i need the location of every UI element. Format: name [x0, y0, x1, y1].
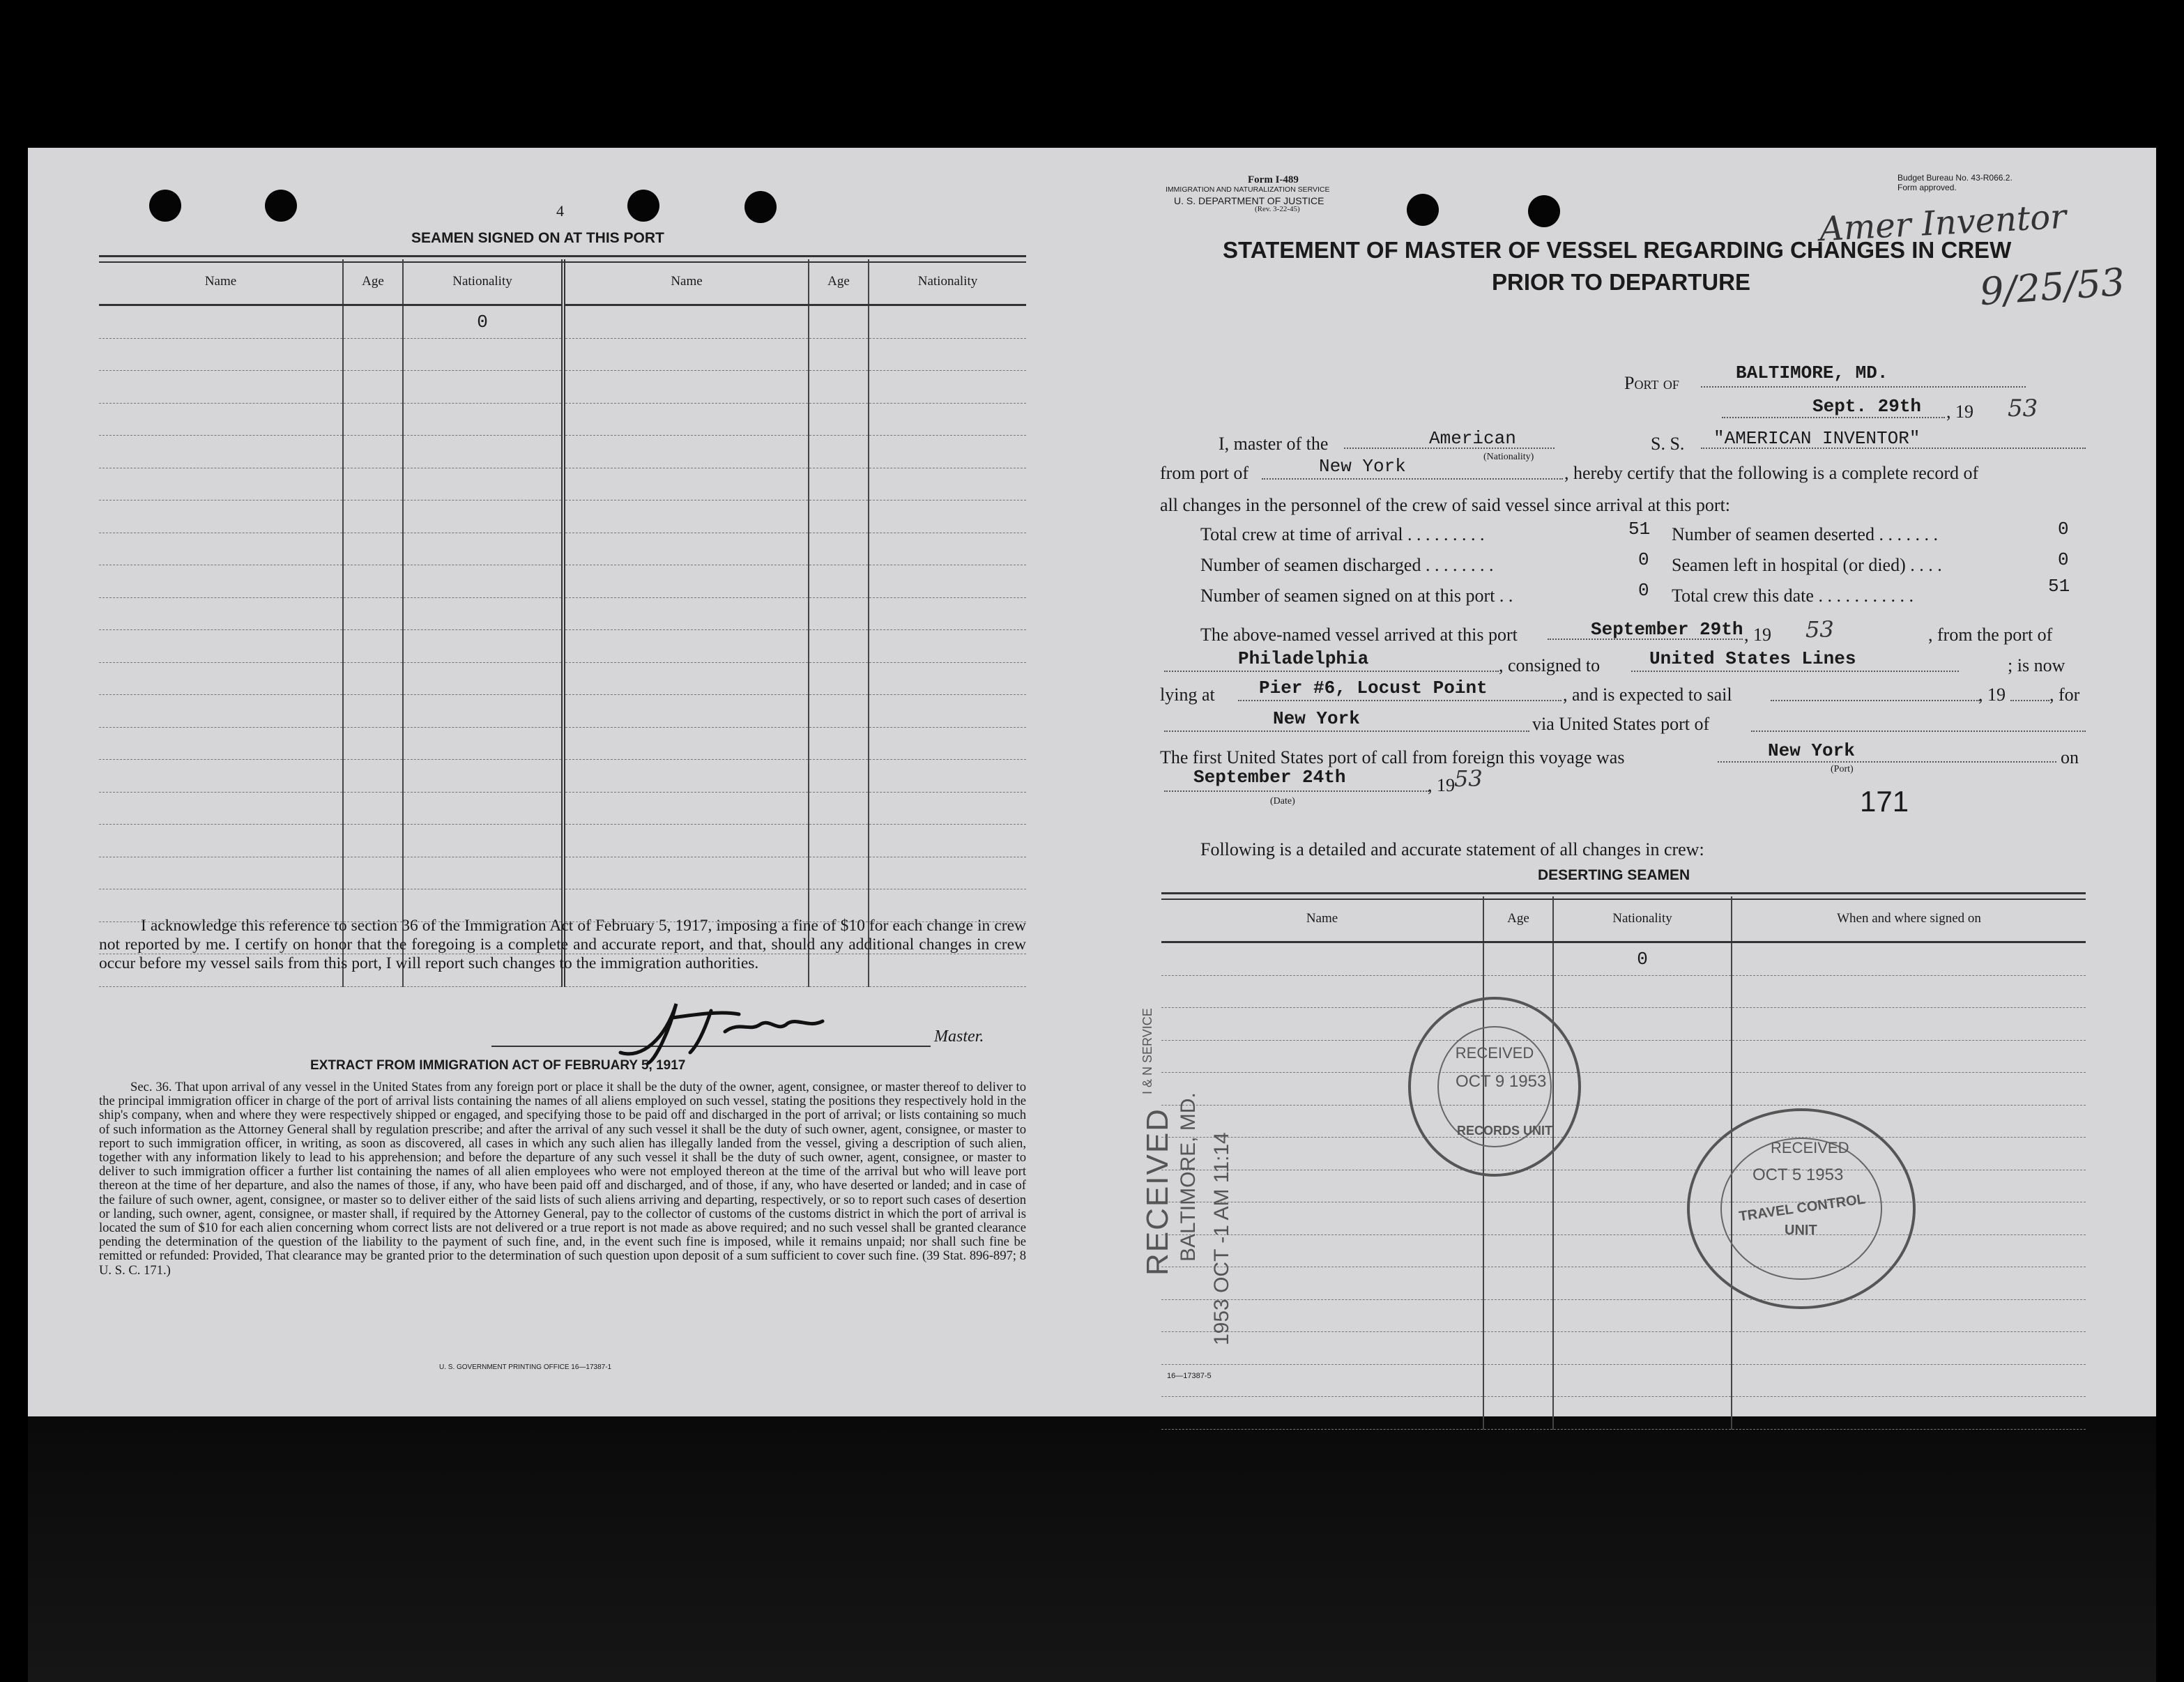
- master-signature: [600, 990, 850, 1066]
- table-row: [99, 565, 1026, 598]
- destination-line: [1164, 731, 1529, 732]
- first-port-year-prefix: , 19: [1428, 775, 1455, 795]
- from-port-value[interactable]: New York: [1319, 456, 1406, 477]
- form-number: Form I-489: [1248, 174, 1299, 185]
- sail-year-prefix: , 19: [1978, 685, 2006, 705]
- table-row: [1161, 1397, 2086, 1430]
- date-caption: (Date): [1270, 796, 1295, 806]
- extract-text: Sec. 36. That upon arrival of any vessel in the United States from any foreign port or place it shall be the duty of the owner, agent, consignee, or master thereof to deliver to the principal immigration officer in charge of the port of arrival lists containing the names of all aliens employed on such vessel, stating the positions they respectively hold in the ship's company, when and where they were respectively shipped or engaged, and specifying those to be paid off and discharged in the port of arrival; or lists containing so much of such information as the Attorney General shall by regulation prescribe; and after the arrival of any such vessel it shall be the duty of such owner, agent, consignee, or master to report to such immigration officer, in writing, as soon as discovered, all cases in which any such alien has illegally landed from the vessel, giving a description of such alien, together with any information likely to lead to his apprehension; and before the departure of any such vessel it shall be the duty of such owner, agent, consignee, or master to deliver to such immigration officer a further list containing the names of all alien employees who were not employed thereon at the time of the arrival but who will leave port thereon at the time of her departure, and also the names of those, if any, who have been paid off and discharged, and of those, if any, who have deserted or landed; and in case of the failure of such owner, agent, consignee, or master so to deliver either of the said lists of such aliens arriving and departing, respectively, or so to report such cases of desertion or landing, such owner, agent, consignee, or master shall, if required by the Attorney General, pay to the collector of customs of the customs district in which the port of arrival is located the sum of $10 for each alien concerning whom correct lists are not delivered or a true report is not made as above required; and no such vessel shall be granted clearance pending the determination of the question of the liability to the payment of such fine, and, in the event such fine is imposed, while it remains unpaid; nor shall such fine be remitted or refunded: Provided, That clearance may be granted prior to the determination of such question upon deposit of a sum sufficient to cover such fine. (39 Stat. 896-897; 8 U. S. C. 171.): [99, 1080, 1026, 1278]
- table-row: [1161, 1105, 2086, 1138]
- column-header-nationality: Nationality: [1553, 896, 1732, 942]
- on-label: on: [2061, 747, 2079, 767]
- ss-label: S. S.: [1651, 434, 1685, 454]
- stamp-date: OCT 5 1953: [1752, 1165, 1844, 1184]
- extract-title: EXTRACT FROM IMMIGRATION ACT OF FEBRUARY 5, 1917: [310, 1058, 686, 1073]
- table-row: [99, 727, 1026, 760]
- expected-label: , and is expected to sail: [1563, 685, 1732, 705]
- table-row: [99, 500, 1026, 533]
- stat-signed-on-label: Number of seamen signed on at this port . .: [1200, 586, 1513, 606]
- first-port-text: The first United States port of call from foreign this voyage was: [1160, 747, 1625, 767]
- table-row: [1161, 1267, 2086, 1300]
- stat-total-today-value[interactable]: 51: [2048, 576, 2070, 597]
- port-line: [1701, 386, 2026, 388]
- stamp-unit: UNIT: [1785, 1223, 1817, 1238]
- punch-hole: [627, 190, 659, 222]
- nationality-caption: (Nationality): [1483, 452, 1534, 462]
- stat-signed-on-value[interactable]: 0: [1638, 580, 1649, 601]
- stat-deserted-value[interactable]: 0: [2058, 519, 2069, 540]
- column-header-name: Name: [563, 259, 809, 305]
- revision-note: (Rev. 3-22-45): [1255, 205, 1300, 213]
- prev-port-line: [1164, 671, 1499, 672]
- following-text: Following is a detailed and accurate statement of all changes in crew:: [1200, 839, 1704, 859]
- table-row: [99, 695, 1026, 728]
- column-header-age: Age: [1483, 896, 1553, 942]
- stat-hospital-label: Seamen left in hospital (or died) . . . .: [1672, 555, 1942, 575]
- travel-control-stamp: [1687, 1108, 1916, 1309]
- stat-hospital-value[interactable]: 0: [2058, 549, 2069, 570]
- deserting-title: DESERTING SEAMEN: [1538, 867, 1690, 883]
- certify-text-2: all changes in the personnel of the crew of said vessel since arrival at this port:: [1160, 495, 1731, 515]
- table-row: [1161, 1138, 2086, 1170]
- date-value[interactable]: Sept. 29th: [1812, 396, 1922, 417]
- from-the-port-text: , from the port of: [1928, 625, 2053, 645]
- master-label: Master.: [934, 1027, 984, 1046]
- stat-total-today-label: Total crew this date . . . . . . . . . . .: [1672, 586, 1914, 606]
- deserting-table: [1161, 896, 2086, 1430]
- date-line: [1722, 417, 1945, 418]
- port-caption: (Port): [1831, 764, 1854, 774]
- vessel-value[interactable]: "AMERICAN INVENTOR": [1713, 428, 1920, 449]
- table-row: [1161, 1073, 2086, 1106]
- port-value[interactable]: BALTIMORE, MD.: [1736, 362, 1888, 383]
- stamp-unit: TRAVEL CONTROL: [1738, 1191, 1867, 1225]
- consigned-label: , consigned to: [1499, 655, 1601, 675]
- stamp-unit: RECORDS UNIT: [1457, 1124, 1553, 1138]
- arrived-text: The above-named vessel arrived at this port: [1200, 625, 1518, 645]
- budget-bureau: Budget Bureau No. 43-R066.2.: [1897, 173, 2013, 183]
- punch-hole: [149, 190, 181, 222]
- column-header-age: Age: [809, 259, 869, 305]
- agency-line-1: IMMIGRATION AND NATURALIZATION SERVICE: [1166, 185, 1330, 194]
- column-header-nationality: Nationality: [403, 259, 563, 305]
- left-page-title: SEAMEN SIGNED ON AT THIS PORT: [411, 230, 664, 246]
- punch-hole: [744, 191, 777, 223]
- nationality-cell: 0: [403, 305, 563, 339]
- table-row: [99, 630, 1026, 663]
- page-number: 4: [556, 202, 564, 220]
- first-port-date-line: [1164, 790, 1429, 792]
- stamp-line: BALTIMORE, MD.: [1177, 1092, 1200, 1262]
- baltimore-received-stamp: [1140, 1008, 1233, 1345]
- first-port-year[interactable]: 53: [1454, 765, 1483, 792]
- column-header-signed-on: When and where signed on: [1732, 896, 2086, 942]
- table-row: [99, 760, 1026, 793]
- stamp-line: 1953 OCT -1 AM 11:14: [1210, 1132, 1233, 1345]
- is-now-text: ; is now: [2008, 655, 2065, 675]
- column-header-name: Name: [1161, 896, 1483, 942]
- first-port-date[interactable]: September 24th: [1193, 767, 1346, 788]
- acknowledgement-text: I acknowledge this reference to section 36 of the Immigration Act of February 5, 1917, imposing a fine of $10 for each change in crew not reported by me. I certify on honor that the foregoing is a complete and accurate report, and that, should any additional changes in crew occur before my vessel sails from this port, I will report such changes to the immigration authorities.: [99, 917, 1026, 972]
- punch-hole: [265, 190, 297, 222]
- table-row: [99, 792, 1026, 825]
- background-shadow: [28, 1416, 2156, 1682]
- table-row: [99, 403, 1026, 436]
- table-row: [99, 436, 1026, 468]
- via-line: [1751, 731, 2086, 732]
- certify-text: , hereby certify that the following is a complete record of: [1564, 463, 1979, 483]
- from-port-line: [1262, 478, 1563, 480]
- via-label: via United States port of: [1532, 714, 1710, 734]
- table-row: [1161, 1364, 2086, 1397]
- sail-year-line: [2010, 700, 2049, 701]
- form-approved: Form approved.: [1897, 183, 1957, 192]
- table-row: [99, 338, 1026, 371]
- consignee-line: [1631, 671, 1959, 672]
- table-row: [1161, 1234, 2086, 1267]
- agency-line-2: U. S. DEPARTMENT OF JUSTICE: [1174, 195, 1324, 206]
- table-row: [1161, 1299, 2086, 1332]
- from-port-label: from port of: [1160, 463, 1249, 483]
- for-label: , for: [2049, 685, 2080, 705]
- punch-hole: [1407, 194, 1439, 226]
- punch-hole: [1528, 195, 1560, 227]
- arrived-date[interactable]: September 29th: [1591, 619, 1743, 640]
- prev-port[interactable]: Philadelphia: [1238, 648, 1369, 669]
- stamp-date: OCT 9 1953: [1456, 1072, 1547, 1091]
- lying-at-line: [1238, 700, 1561, 701]
- table-header-row: [99, 259, 1026, 305]
- table-row: [1161, 1170, 2086, 1202]
- nationality-value[interactable]: American: [1429, 428, 1516, 449]
- printing-office-note: U. S. GOVERNMENT PRINTING OFFICE 16—17387-1: [439, 1363, 612, 1371]
- printing-code: 16—17387-5: [1167, 1372, 1212, 1380]
- stat-discharged-value[interactable]: 0: [1638, 549, 1649, 570]
- file-number: 171: [1860, 785, 1909, 818]
- first-port[interactable]: New York: [1768, 740, 1855, 761]
- date-year[interactable]: 53: [2008, 395, 2038, 422]
- consignee[interactable]: United States Lines: [1649, 648, 1856, 669]
- stamp-line: I & N SERVICE: [1140, 1008, 1154, 1094]
- stat-discharged-label: Number of seamen discharged . . . . . . . .: [1200, 555, 1494, 575]
- nationality-cell: 0: [1553, 942, 1732, 976]
- port-label: Port of: [1624, 373, 1679, 393]
- column-header-age: Age: [343, 259, 403, 305]
- first-port-line: [1718, 761, 2056, 763]
- table-row: [1161, 1008, 2086, 1041]
- form-title-line-2: PRIOR TO DEPARTURE: [1492, 269, 1750, 295]
- table-row: [99, 857, 1026, 889]
- destination[interactable]: New York: [1273, 708, 1360, 729]
- table-row: [99, 305, 1026, 339]
- date-year-prefix: , 19: [1946, 402, 1973, 422]
- arrived-year-prefix: , 19: [1744, 625, 1771, 645]
- stat-total-arrival-label: Total crew at time of arrival . . . . . . . . .: [1200, 524, 1485, 544]
- table-row: [1161, 975, 2086, 1008]
- column-header-nationality: Nationality: [869, 259, 1026, 305]
- handwritten-date-note: 9/25/53: [1978, 259, 2127, 314]
- table-row: [1161, 1040, 2086, 1073]
- table-row: [99, 533, 1026, 565]
- records-unit-stamp: [1408, 997, 1581, 1177]
- stat-deserted-label: Number of seamen deserted . . . . . . .: [1672, 524, 1938, 544]
- arrived-year[interactable]: 53: [1805, 616, 1834, 643]
- stat-total-arrival-value[interactable]: 51: [1628, 519, 1651, 540]
- table-row: [99, 597, 1026, 630]
- table-row: [99, 825, 1026, 857]
- table-row: [1161, 942, 2086, 976]
- stamp-line: RECEIVED: [1140, 1108, 1175, 1276]
- form-title-line-1: STATEMENT OF MASTER OF VESSEL REGARDING CHANGES IN CREW: [1223, 237, 2012, 263]
- table-row: [99, 662, 1026, 695]
- table-header-row: [1161, 896, 2086, 942]
- lying-at[interactable]: Pier #6, Locust Point: [1259, 678, 1488, 698]
- table-row: [1161, 1332, 2086, 1365]
- stamp-received: RECEIVED: [1455, 1044, 1534, 1062]
- table-row: [99, 468, 1026, 500]
- handwritten-vessel-note: Amer Inventor: [1818, 197, 2068, 250]
- signed-on-table: [99, 259, 1026, 987]
- table-row: [99, 371, 1026, 404]
- table-row: [1161, 1202, 2086, 1235]
- master-of-label: I, master of the: [1219, 434, 1329, 454]
- column-header-name: Name: [99, 259, 343, 305]
- lying-at-label: lying at: [1160, 685, 1215, 705]
- sail-date-line: [1771, 700, 1980, 701]
- stamp-received: RECEIVED: [1771, 1139, 1849, 1156]
